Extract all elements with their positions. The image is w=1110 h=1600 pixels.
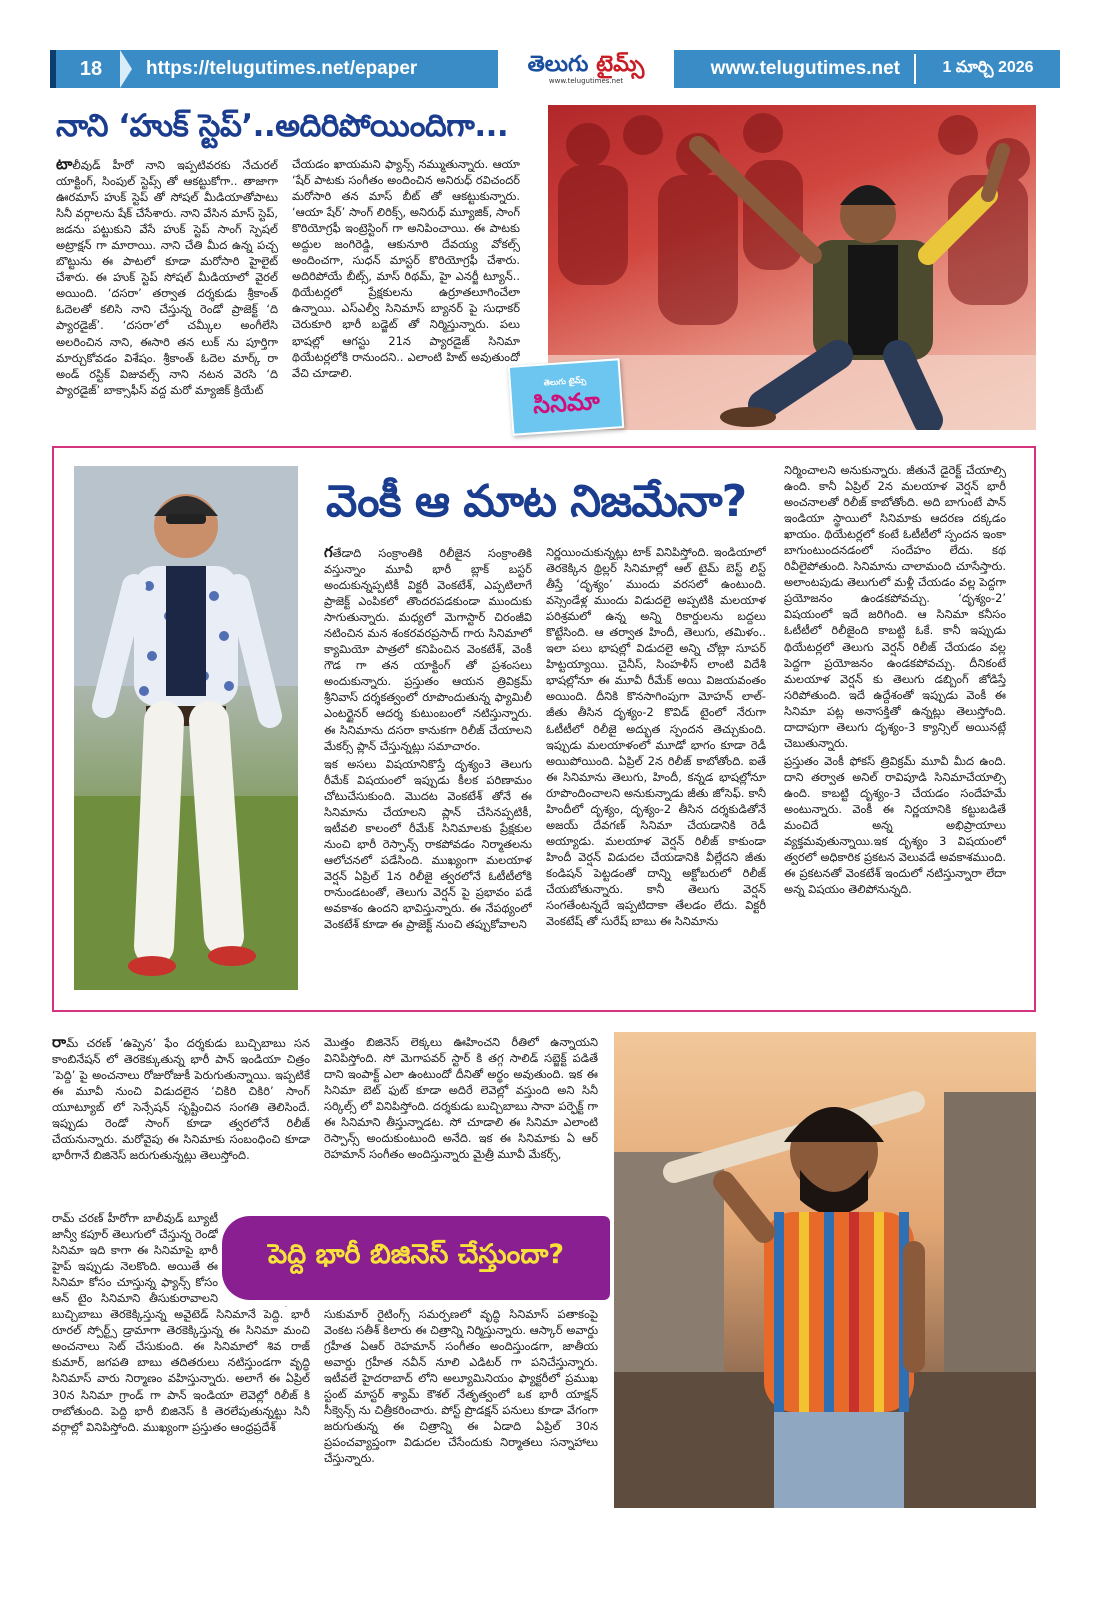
header-accent [50, 50, 56, 88]
article3-headline: పెద్ది భారీ బిజినెస్ చేస్తుందా? [267, 1239, 565, 1270]
article3-col1b-text-b: బుచ్చిబాబు తెరకెక్కిస్తున్న అవైటెడ్ సినిమానే పెద్ది. భారీ రూరల్ స్పోర్ట్స్ డ్రామాగా తెరకెక్కిస్తున్న ఈ సినిమా మంచి అంచనాలు సెట్ చేసుకుంది. ఈ సినిమాలో శివ రాజ్ కుమార్, జగపతి బాబు తదితరులు నటిస్తుండగా వృద్ధి సినిమాస్ వారు నిర్మాణం వహిస్తున్నారు. అలాగే ఈ ఏప్రిల్ 30న సినిమా గ్రాండ్ గా పాన్ ఇండియా లెవెల్లో రిలీజ్ కి రాబోతుంది. పెద్ది భారీ బిజినెస్ కి తెరలేపుతున్నట్టు సినీ వర్గాల్లో వినిపిస్తోంది. ముఖ్యంగా ప్రస్తుతం ఆంధ్రప్రదేశ్ [52, 1307, 310, 1434]
telugu-times-logo[interactable] [498, 50, 674, 88]
article3-col2-text: మొత్తం బిజినెస్ లెక్కలు ఊహించని రీతిలో ఉన్నాయని వినిపిస్తోంది. సో మెగాపవర్ స్టార్ కి తగ్గ సాలిడ్ సబ్జెక్ట్ పడితే దాని ఇంపాక్ట్ ఎలా ఉంటుందో దీనితో అర్థం అవుతుంది. ఇక ఈ సినిమా బెట్ ఫుట్ కూడా అదిరే లెవెల్లో వస్తుంది అని సినీ సర్కిల్స్ లో వినిపిస్తోంది. దర్శకుడు బుచ్చిబాబు సానా పర్ఫెక్ట్ గా ఈ సినిమాని తీస్తున్నాడట. సో చూడాలి ఈ సినిమా ఎలాంటి రెస్పాన్స్ అందుకుంటుంది అనేది. ఇక ఈ సినిమాకు ఏ ఆర్ రెహమాన్ సంగీతం అందిస్తున్నారు మైత్రీ మూవీ మేకర్స్, [324, 1035, 598, 1162]
cinema-badge-small: తెలుగు టైమ్స్ [543, 375, 587, 388]
article3-dropcap: రా [52, 1034, 67, 1051]
article2-column-3 [784, 462, 1006, 1004]
article1-column-2 [292, 156, 520, 436]
article3-headline-bg [222, 1216, 610, 1300]
article2-col3b-text: ప్రస్తుతం వెంకీ ఫోకస్ త్రివిక్రమ్ మూవీ మీద ఉంది. దాని తర్వాత అనిల్ రావిపూడి సినిమాచేయాల్సి ఉంది. కాబట్టి దృశ్యం-3 చేయడం సందేహమే అంటున్నారు. వెంకీ ఈ నిర్ణయానికి కట్టుబడితే మంచిదే అన్న అభిప్రాయాలు వ్యక్తమవుతున్నాయి.ఇక దృశ్యం 3 విషయంలో త్వరలో అధికారిక ప్రకటన వెలువడే అవకాశముంది. ఈ ప్రకటనతో వెంకటేశ్ ఇందులో నటిస్తున్నారా లేదా అన్న విషయం తెలిపోనున్నది. [784, 753, 1006, 897]
article3-column-1-top [52, 1034, 310, 1210]
article2-col2-text: నిర్ణయించుకున్నట్లు టాక్ వినిపిస్తోంది. ఇండియాలో తెరకెక్కిన థ్రిల్లర్ సినిమాల్లో ఆల్ టైమ్ బెస్ట్ లిస్ట్ తీస్తే ‘దృశ్యం’ ముందు వరసలో ఉంటుంది. వస్సెండేళ్ల ముందు విడుదలై అప్పటికి మలయాళ పరిశ్రమలో ఉన్న అన్ని రికార్డులను బద్దలు కొట్టేసింది. ఆ తర్వాత హిందీ, తెలుగు, తమిళం.. ఇలా పలు భాషల్లో విడుదలై అన్ని చోట్లా సూపర్ హిట్టయ్యాయి. చైనీస్, సింహళీస్ లాంటి విదేశీ భాషల్లోనూ ఈ మూవీ రీమేక్ అయి విజయవంతం అయింది. దీనికి కొనసాగింపుగా మోహన్ లాల్- జీతు తీసిన దృశ్యం-2 కొవిడ్ టైంలో నేరుగా ఓటీటీలో రిలీజై అద్భుత స్పందన తెచ్చుకుంది. ఇప్పుడు మలయాళంలో మూడో భాగం కూడా రెడీ అయిపోయింది. ఏప్రిల్ 2న రిలీజ్ కాబోతోంది. ఐతే ఈ సినిమాను తెలుగు, హిందీ, కన్నడ భాషల్లోనూ రూపొందించాలని అనుకున్నాడు జీతు జోసెఫ్. కానీ హిందీలో దృశ్యం, దృశ్యం-2 తీసిన దర్శకుడితోనే అజయ్ దేవగణ్ సినిమా చేయడానికి రెడీ అయ్యాడు. మలయాళ వెర్షన్ రిలీజ్ కాకుండా హిందీ వెర్షన్ విడుదల చేయడానికి వీల్లేదని జీతు కండిషన్ పెట్టడంతో దాన్ని అక్టోబరులో రిలీజ్ చేయబోతున్నారు. కానీ తెలుగు వెర్షన్ సంగతేంటన్నదే ఇప్పటిదాకా తేలడం లేదు. విక్టరీ వెంకటేష్ తో సురేష్ బాబు ఈ సినిమాను [546, 545, 766, 929]
article1-dropcap: టా [56, 156, 73, 173]
article2-column-1 [324, 544, 532, 1004]
article3-headline-banner [222, 1216, 610, 1300]
page-number: 18 [79, 57, 103, 80]
article2-column-2 [546, 544, 766, 1004]
article3-col1-text: మ్ చరణ్ ‘ఉప్పెన’ ఫేం దర్శకుడు బుచ్చిబాబు సన కాంబినేషన్ లో తెరకెక్కుతున్న భారీ పాన్ ఇండియా చిత్రం ‘పెద్ది’ పై అంచనాలు రోజురోజుకీ పెరుగుతున్నాయి. ఇప్పటికే ఈ మూవీ నుంచి విడుదలైన ‘చికిరి చికిరి’ సాంగ్ యూట్యూబ్ లో సెన్సేషన్ సృష్టించిన సంగతి తెలిసిందే. ఇప్పుడు రెండో సాంగ్ కూడా త్వరలోనే రిలీజ్ చేయనున్నారు. మరోవైపు ఈ సినిమాకు సంబంధించి కూడా భారీగానే బిజినెస్ జరుగుతున్నట్లు తెలుస్తోంది. [52, 1036, 310, 1163]
article2-col1b-text: ఇక అసలు విషయానికొస్తే దృశ్యం3 తెలుగు రీమేక్ విషయంలో ఇప్పుడు కీలక పరిణామం చోటుచేసుకుంది. మొదట వెంకటేశ్ తోనే ఈ సినిమాను చేయాలని ప్లాన్ చేసినప్పటికీ, ఇటీవలి కాలంలో రీమేక్ సినిమాలకు ప్రేక్షకుల నుంచి భారీ రెస్పాన్స్ రాకపోవడం నిర్మాతలను ఆలోచనలో పడేసింది. ముఖ్యంగా మలయాళ వెర్షన్ ఏప్రిల్ 1న రిలీజై త్వరలోనే ఓటీటీలోకి రానుండటంతో, తెలుగు వెర్షన్ పై ప్రభావం పడే అవకాశం ఉందని భావిస్తున్నారు. ఈ నేపథ్యంలో వెంకటేశ్ కూడా ఈ ప్రాజెక్ట్ నుంచి తప్పుకోవాలని [324, 756, 532, 932]
article3-column-2-bottom [324, 1306, 598, 1514]
article3-column-1-mid [52, 1210, 218, 1306]
article3-col2b-text: సుకుమార్ రైటింగ్స్ సమర్పణలో వృద్ధి సినిమాస్ పతాకంపై వెంకట సతీశ్ కిలారు ఈ చిత్రాన్ని నిర్మిస్తున్నారు. ఆస్కార్ అవార్డు గ్రహీత ఏఆర్ రెహమాన్ సంగీతం అందిస్తుండగా, జాతీయ అవార్డు గ్రహీత నవీన్ నూలి ఎడిటర్ గా పనిచేస్తున్నారు. ఇటీవలే హైదరాబాద్ లోని అల్యూమినియం ఫ్యాక్టరీలో ప్రముఖ స్టంట్ మాస్టర్ శ్యామ్ కౌశల్ నేతృత్వంలో ఒక భారీ యాక్షన్ సీక్వెన్స్ ను చిత్రీకరించారు. పోస్ట్ ప్రొడక్షన్ పనులు కూడా వేగంగా జరుగుతున్న ఈ చిత్రాన్ని ఈ ఏడాది ఏప్రిల్ 30న ప్రపంచవ్యాప్తంగా విడుదల చేసేందుకు నిర్మాతలు సన్నాహాలు చేస్తున్నారు. [324, 1307, 598, 1466]
epaper-url[interactable]: https://telugutimes.net/epaper [146, 58, 418, 79]
venkatesh-illustration [74, 466, 298, 990]
ram-charan-photo [614, 1032, 1036, 1508]
article2-headline: వెంకీ ఆ మాట నిజమేనా? [326, 476, 747, 527]
article3-column-1-bottom [52, 1306, 310, 1514]
page-arrow-icon [120, 50, 132, 88]
issue-date: 1 మార్చి 2026 [942, 59, 1034, 76]
article1-column-1 [56, 156, 278, 436]
cinema-badge-label: సినిమా [532, 386, 601, 419]
logo-second: టైమ్స్ [596, 51, 645, 77]
nani-dance-illustration [548, 105, 1036, 430]
logo-subtext: www.telugutimes.net [548, 76, 624, 85]
article1-col2-text: చేయడం ఖాయమని ఫ్యాన్స్ నమ్ముతున్నారు. ఆయా ‘షేర్ పాటకు సంగీతం అందించిన అనిరుధ్ రవిచందర్ మరోసారి తన మాస్ బీట్ తో ఆకట్టుకున్నారు. ‘ఆయా షేర్’ సాంగ్ లిరిక్స్, అనిరుధ్ మ్యూజిక్, సాంగ్ కొరియోగ్రఫీ ఇంట్రెస్టింగ్ గా అనిపించాయి. ఈ పాటకు అద్దుల జంగిరెడ్డి, ఆకునూరి దేవయ్య వోకల్స్ అందించగా, సుధన్ మాస్టర్ కొరియోగ్రఫీ చేశారు. అదిరిపోయే బీట్స్, మాస్ రిథమ్, హై ఎనర్జీ ట్యూన్.. థియేటర్లలో ప్రేక్షకులను ఉర్రూతలూగించేలా ఉన్నాయి. ఎస్ఎల్వీ సినిమాస్ బ్యానర్ పై సుధాకర్ చెరుకూరి భారీ బడ్జెట్ తో నిర్మిస్తున్నారు. పలు భాషల్లో ఆగస్టు 21న ప్యారడైజ్ సినిమా థియేటర్లలోకి రానుందని.. ఎలాంటి హిట్ అవుతుందో వేచి చూడాలి. [292, 157, 520, 380]
site-url[interactable]: www.telugutimes.net [710, 58, 900, 79]
article1-headline: నాని ‘హుక్ స్టెప్’..అదిరిపోయిందిగా... [56, 108, 509, 144]
nani-dance-photo [548, 105, 1036, 430]
cinema-section-badge [508, 358, 625, 436]
article2-dropcap: గ [324, 544, 333, 561]
logo-main: తెలుగు [527, 51, 589, 77]
article3-column-2-top [324, 1034, 598, 1210]
article3-col1b-text-a: రామ్ చరణ్ హీరోగా బాలీవుడ్ బ్యూటీ జాన్వీ కపూర్ తెలుగులో చేస్తున్న రెండో సినిమా ఇది కాగా ఈ సినిమాపై భారీ హైప్ ఇప్పుడు నెలకొంది. అయితే ఈ సినిమా కోసం చూస్తున్న ఫ్యాన్స్ కోసం ఆన్ టైం సినిమాని తీసుకురావాలని [52, 1211, 218, 1306]
ram-charan-illustration [614, 1032, 1036, 1508]
article2-col3-text: నిర్మించాలని అనుకున్నారు. జీతునే డైరెక్ట్ చేయాల్సి ఉంది. కానీ ఏప్రిల్ 2న మలయాళ వెర్షన్ భారీ అంచనాలతో రిలీజ్ కాబోతోంది. అది బాగుంటే పాన్ ఇండియా స్థాయిలో సినిమాకు ఆదరణ దక్కడం ఖాయం. థియేటర్లలో కంటే ఓటీటీలో స్పందన ఇంకా బాగుంటుందనడంలో సందేహం లేదు. కథ రివీలైపోతుంది. సినిమాను చాలామంది చూసేస్తారు. అలాంటపుడు తెలుగులో మళ్లీ చేయడం వల్ల పెద్దగా ప్రయోజనం ఉండకపోవచ్చు. ‘దృశ్యం-2’ విషయంలో ఇదే జరిగింది. ఆ సినిమా కనీసం ఓటీటీలో రిలీజైంది కాబట్టి ఓకే. కానీ ఇప్పుడు థియేటర్లలో తెలుగు వెర్షన్ రిలీజ్ చేయడం వల్ల పెద్దగా ప్రయోజనం ఉండకపోవచ్చు. దీనికంటే మలయాళ వెర్షన్ కు తెలుగు డబ్బింగ్ జోడిస్తే సరిపోతుంది. ఇదే ఉద్దేశంతో ఇప్పుడు వెంకీ ఈ సినిమా పట్ల అనాసక్తితో ఉన్నట్లు తెలుస్తోంది. దాదాపుగా తెలుగు దృశ్యం-3 క్యాన్సిల్ అయినట్లే చెబుతున్నారు. [784, 463, 1006, 750]
venkatesh-photo [74, 466, 298, 990]
header-bar [50, 50, 1060, 88]
article1-col1-text: లీవుడ్ హీరో నాని ఇప్పటివరకు నేచురల్ యాక్టింగ్, సింపుల్ స్టెప్స్ తో ఆకట్టుకోగా.. తాజాగా ఊరమాస్ హుక్ స్టెప్ తో సోషల్ మీడియాతోపాటు సినీ వర్గాలను షేక్ చేసేశారు. నాని వేసిన మాస్ స్టెప్, జడను పట్టుకుని వేసే హుక్ స్టెప్ సాంగ్ స్పెషల్ అట్రాక్షన్ గా మారాయి. నాని చేతి మీద ఉన్న పచ్చ బొట్టును ఈ పాటలో కూడా మరోసారి హైలైట్ చేశారు. ఈ హుక్ స్టెప్ సోషల్ మీడియాలో వైరల్ అయింది. ‘దసరా’ తర్వాత దర్శకుడు శ్రీకాంత్ ఓదెలతో కలిసి నాని చేస్తున్న రెండో ప్రాజెక్ట్ ‘ది ప్యారడైజ్’. ‘దసరా’లో చమ్కీల అంగీలేసి అలరించిన నాని, ఈసారి తన లుక్ ను పూర్తిగా మార్చుకోవడం విశేషం. శ్రీకాంత్ ఓదెల మార్క్ రా అండ్ రస్టిక్ విజువల్స్ నాని నటన వెరసి ‘ది ప్యారడైజ్’ బాక్సాఫీస్ వద్ద మరో మ్యాజిక్ క్రియేట్ [56, 158, 278, 397]
article2-col1-text: తేడాది సంక్రాంతికి రిలీజైన సంక్రాంతికి వస్తున్నాం మూవీ భారీ బ్లాక్ బస్టర్ అందుకున్నప్పటికీ విక్టరీ వెంకటేశ్, ఎప్పటిలాగే ప్రాజెక్ట్ ఎంపికలో తొందరపడకుండా ముందుకు సాగుతున్నారు. మధ్యలో మెగాస్టార్ చిరంజీవి నటించిన మన శంకరవరప్రసాద్ గారు సినిమాలో క్యామియో పాత్రలో కనిపించిన వెంకటేశ్, వెంకీ గౌడ గా తన యాక్టింగ్ తో ప్రశంసలు అందుకున్నారు. ప్రస్తుతం ఆయన త్రివిక్రమ్ శ్రీనివాస్ దర్శకత్వంలో రూపొందుతున్న ఫ్యామిలీ ఎంటర్టైనర్ ఆదర్శ కుటుంబంలో నటిస్తున్నారు. ఈ సినిమాను దసరా కానుకగా రిలీజ్ చేయాలని మేకర్స్ ప్లాన్ చేస్తున్నట్లు సమాచారం. [324, 546, 532, 753]
